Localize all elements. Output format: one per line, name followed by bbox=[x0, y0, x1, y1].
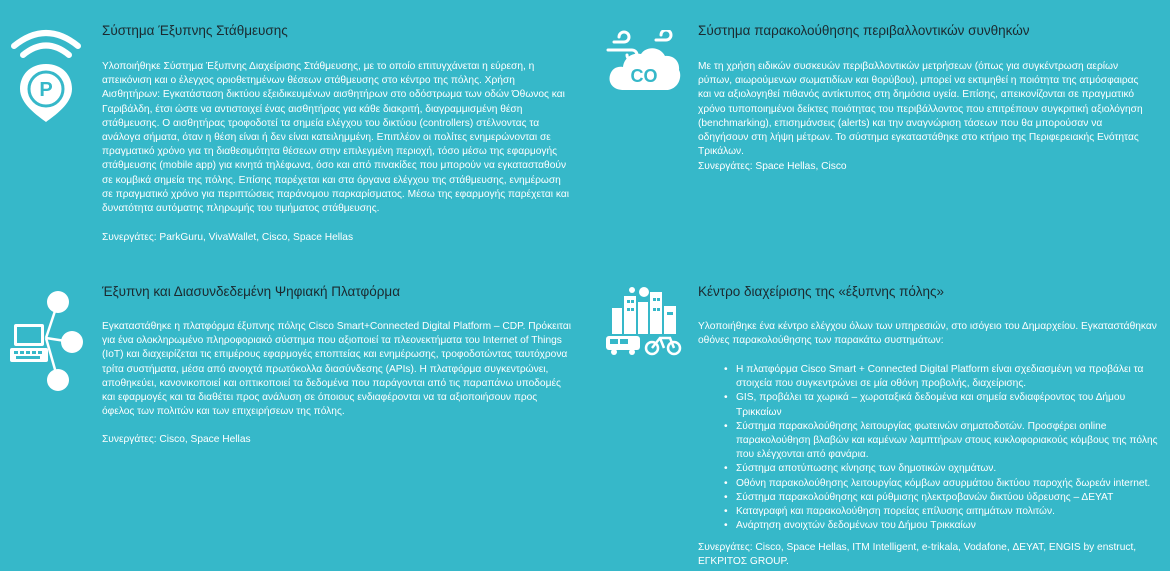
co-cloud-icon bbox=[604, 30, 684, 98]
parking-wifi-pin-icon bbox=[8, 26, 84, 122]
list-item: • GIS, προβάλει τα χωρικά – χωροταξικά δεδομένα και σημεία ενδιαφέροντος του Δήμου Τρικκαίων bbox=[724, 391, 1160, 419]
platform-description: Εγκαταστάθηκε η πλατφόρμα έξυπνης πόλης Cisco Smart+Connected Digital Platform – CDP. Πρόκειται για ένα ολοκληρωμένο πληροφοριακό σύστημα που αξιοποιεί τα πλεονεκτήματα του Internet of Things (IoT) και διαχειρίζεται τις επιμέρους εφαρμογές εποπτείας και ενημέρωσης, τροφοδοτώντας ταυτόχρονα τρίτα συστήματα, μέσα από ανοιχτά πρωτόκολλα διασύνδεσης (APIs). Η πλατφόρμα συγκεντρώνει, αποθηκεύει, κανονικοποιεί και οπτικοποιεί τα δεδομένα που παράγονται από τις παραπάνω υποδομές και εφαρμογές και τα διαθέτει προς ανάλυση σε όποιους ενδιαφέρονται να τα αξιοποιήσουν προς όφελος των πολιτών και των επιχειρήσεων της πόλης. bbox=[102, 321, 571, 418]
control-center-description: Υλοποιήθηκε ένα κέντρο ελέγχου όλων των υπηρεσιών, στο ισόγειο του Δημαρχείου. Εγκαταστάθηκαν οθόνες παρακολούθησης των παρακάτω συστημάτων: bbox=[698, 321, 1157, 347]
parking-description: Υλοποιήθηκε Σύστημα Έξυπνης Διαχείρισης Στάθμευσης, με το οποίο επιτυγχάνεται η εύρεση, η απεικόνιση και ο έλεγχος οριοθετημένων θέσεων στάθμευσης στο κέντρο της πόλης. Χρήση Αισθητήρων: Εγκατάσταση δικτύου εξειδικευμένων αισθητήρων στο οδόστρωμα των οδών Όθωνος και Γαριβάλδη, έτσι ώστε να αντιστοιχεί ένας αισθητήρας για κάθε διακριτή, διαγραμμισμένη θέση στάθμευσης. Ο αισθητήρας τροφοδοτεί τα σημεία ελέγχου του δικτύου (controllers) στέλνοντας τα ανάλογα σήματα, όταν η θέση είναι ή δεν είναι κατειλημμένη. Επιπλέον οι πολίτες ενημερώνονται σε πραγματικό χρόνο για τη διαθεσιμότητα θέσεων στην επιλεγμένη περιοχή, τόσο μέσω της εφαρμογής στάθμευσης (mobile app) για κινητά τηλέφωνα, όσο και από πινακίδες που μπορούν να εγκατασταθούν σε κομβικά σημεία της πόλης. Επίσης παρέχεται και στα όργανα ελέγχου της στάθμευσης, ενημέρωση σε πραγματικό χρόνο για περιπτώσεις παράνομου παρκαρίσματος. Μέσω της εφαρμογής παρέχεται και δυνατότητα αυτόματης πληρωμής του τιμήματος στάθμευσης. bbox=[102, 61, 569, 215]
list-item: • Η πλατφόρμα Cisco Smart + Connected Digital Platform είναι σχεδιασμένη να προβάλει τα στοιχεία που συγκεντρώνει σε μία οθόνη προβολής, διαχείρισης. bbox=[724, 363, 1160, 391]
list-item: • Σύστημα παρακολούθησης λειτουργίας φωτεινών σηματοδοτών. Προσφέρει online παρακολούθηση βλαβών και καμένων λαμπτήρων στους κυκλοφοριακούς κόμβους της πόλης που ελέγχονται από φανάρια. bbox=[724, 420, 1160, 463]
environment-description: Με τη χρήση ειδικών συσκευών περιβαλλοντικών μετρήσεων (όπως για συγκέντρωση αερίων ρύπων, αιωρούμενων σωματιδίων και θορύβου), μπορεί να εκτιμηθεί η ποιότητα της ατμόσφαιρας και να αξιολογηθεί πιθανός αντίκτυπος στη δημόσια υγεία. Επίσης, απεικονίζονται σε πραγματικό χρόνο τυποποιημένοι δείκτες ποιότητας του περιβάλλοντος που επιτρέπουν συγκριτική αξιολόγηση (benchmarking), επισημάνσεις (alerts) και την αναγνώριση τάσεων που θα μπορούσαν να οδηγήσουν στη λήψη μέτρων. Το σύστημα εγκαταστάθηκε στο κτήριο της Περιφερειακής Ενότητας Τρικάλων. bbox=[698, 61, 1143, 158]
parking-title: Σύστημα Έξυπνης Στάθμευσης bbox=[102, 23, 288, 38]
list-item: • Σύστημα αποτύπωσης κίνησης των δημοτικών οχημάτων. bbox=[724, 462, 1160, 476]
list-item: • Ανάρτηση ανοιχτών δεδομένων του Δήμου Τρικκαίων bbox=[724, 519, 1160, 533]
list-item: • Σύστημα παρακολούθησης και ρύθμισης ηλεκτροβανών δικτύου ύδρευσης – ΔΕΥΑΤ bbox=[724, 491, 1160, 505]
control-center-partners: Συνεργάτες: Cisco, Space Hellas, ITM Intelligent, e-trikala, Vodafone, ΔΕΥΑΤ, ENGIS by enstruct, ΕΓΚΡΙΤΟΣ GROUP. bbox=[698, 542, 1137, 568]
smart-city-icon bbox=[604, 286, 686, 356]
environment-partners: Συνεργάτες: Space Hellas, Cisco bbox=[698, 161, 847, 172]
platform-title: Έξυπνη και Διασυνδεδεμένη Ψηφιακή Πλατφόρμα bbox=[102, 284, 401, 299]
platform-partners: Συνεργάτες: Cisco, Space Hellas bbox=[102, 434, 251, 445]
list-item: • Οθόνη παρακολούθησης λειτουργίας κόμβων ασυρμάτου δικτύου παροχής δωρεάν internet. bbox=[724, 477, 1160, 491]
svg-text:CO: CO bbox=[630, 66, 658, 86]
list-item: • Καταγραφή και παρακολούθηση πορείας επίλυσης αιτημάτων πολιτών. bbox=[724, 505, 1160, 519]
control-center-systems-list bbox=[712, 363, 1160, 533]
parking-partners: Συνεργάτες: ParkGuru, VivaWallet, Cisco, Space Hellas bbox=[102, 232, 354, 243]
laptop-network-icon bbox=[8, 288, 84, 394]
control-center-title: Κέντρο διαχείρισης της «έξυπνης πόλης» bbox=[698, 284, 944, 299]
environment-title: Σύστημα παρακολούθησης περιβαλλοντικών συνθηκών bbox=[698, 23, 1030, 38]
svg-text:P: P bbox=[39, 79, 53, 101]
